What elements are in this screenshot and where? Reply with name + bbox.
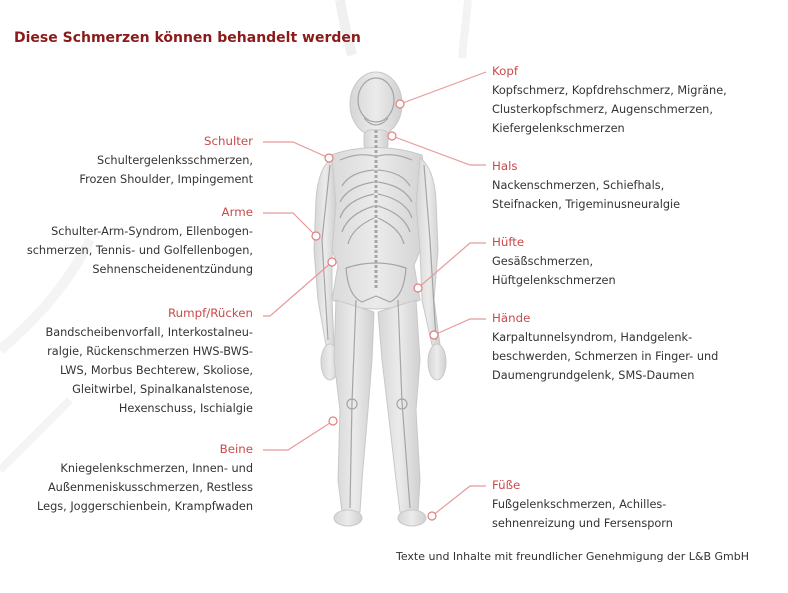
description-line: Steifnacken, Trigeminusneuralgie [492, 198, 681, 211]
description-line: LWS, Morbus Bechterew, Skoliose, [60, 364, 253, 377]
category-title: Füße [492, 478, 521, 492]
label-arme [27, 203, 253, 279]
description-line: Schulter-Arm-Syndrom, Ellenbogen- [51, 225, 253, 238]
description-line: Nackenschmerzen, Schiefhals, [492, 179, 665, 192]
label-huefte [492, 233, 616, 290]
page-title: Diese Schmerzen können behandelt werden [14, 30, 361, 46]
category-title: Schulter [204, 134, 253, 148]
description-line: Schultergelenksschmerzen, [97, 154, 253, 167]
description-line: Gesäßschmerzen, [492, 255, 594, 268]
description-line: Frozen Shoulder, Impingement [79, 173, 253, 186]
label-kopf [492, 62, 727, 138]
category-title: Hüfte [492, 235, 525, 249]
description-line: schmerzen, Tennis- und Golfellenbogen, [26, 244, 253, 257]
category-title: Rumpf/Rücken [167, 306, 253, 320]
description-line: Karpaltunnelsyndrom, Handgelenk- [492, 331, 693, 344]
description-line: Kniegelenkschmerzen, Innen- und [60, 462, 253, 475]
description-line: Kiefergelenkschmerzen [492, 122, 625, 135]
description-line: Gleitwirbel, Spinalkanalstenose, [72, 383, 253, 396]
description-line: beschwerden, Schmerzen in Finger- und [492, 350, 719, 363]
category-title: Hals [492, 159, 518, 173]
label-hals [492, 157, 680, 214]
description-line: Sehnenscheidenentzündung [92, 263, 253, 276]
category-title: Kopf [492, 64, 519, 78]
description-line: Hüftgelenkschmerzen [492, 274, 616, 287]
description-line: Clusterkopfschmerz, Augenschmerzen, [492, 103, 713, 116]
description-line: Fußgelenkschmerzen, Achilles- [492, 498, 667, 511]
description-line: Kopfschmerz, Kopfdrehschmerz, Migräne, [492, 84, 727, 97]
category-title: Hände [492, 311, 531, 325]
description-line: Daumengrundgelenk, SMS-Daumen [492, 369, 695, 382]
description-line: Hexenschuss, Ischialgie [118, 402, 253, 415]
description-line: Außenmeniskusschmerzen, Restless [47, 481, 253, 494]
label-beine [37, 440, 253, 516]
body-silhouette [314, 72, 446, 526]
description-line: sehnenreizung und Fersensporn [492, 517, 673, 530]
label-fuesse [492, 476, 673, 533]
description-line: Legs, Joggerschienbein, Krampfwaden [37, 500, 253, 513]
label-rumpf-ruecken [45, 304, 253, 418]
label-haende [492, 309, 718, 385]
label-schulter [79, 132, 253, 189]
credit-text: Texte und Inhalte mit freundlicher Genehmigung der L&B GmbH [396, 550, 750, 563]
description-line: Bandscheibenvorfall, Interkostalneu- [45, 326, 253, 339]
description-line: ralgie, Rückenschmerzen HWS-BWS- [47, 345, 253, 358]
category-title: Arme [221, 205, 253, 219]
category-title: Beine [219, 442, 253, 456]
